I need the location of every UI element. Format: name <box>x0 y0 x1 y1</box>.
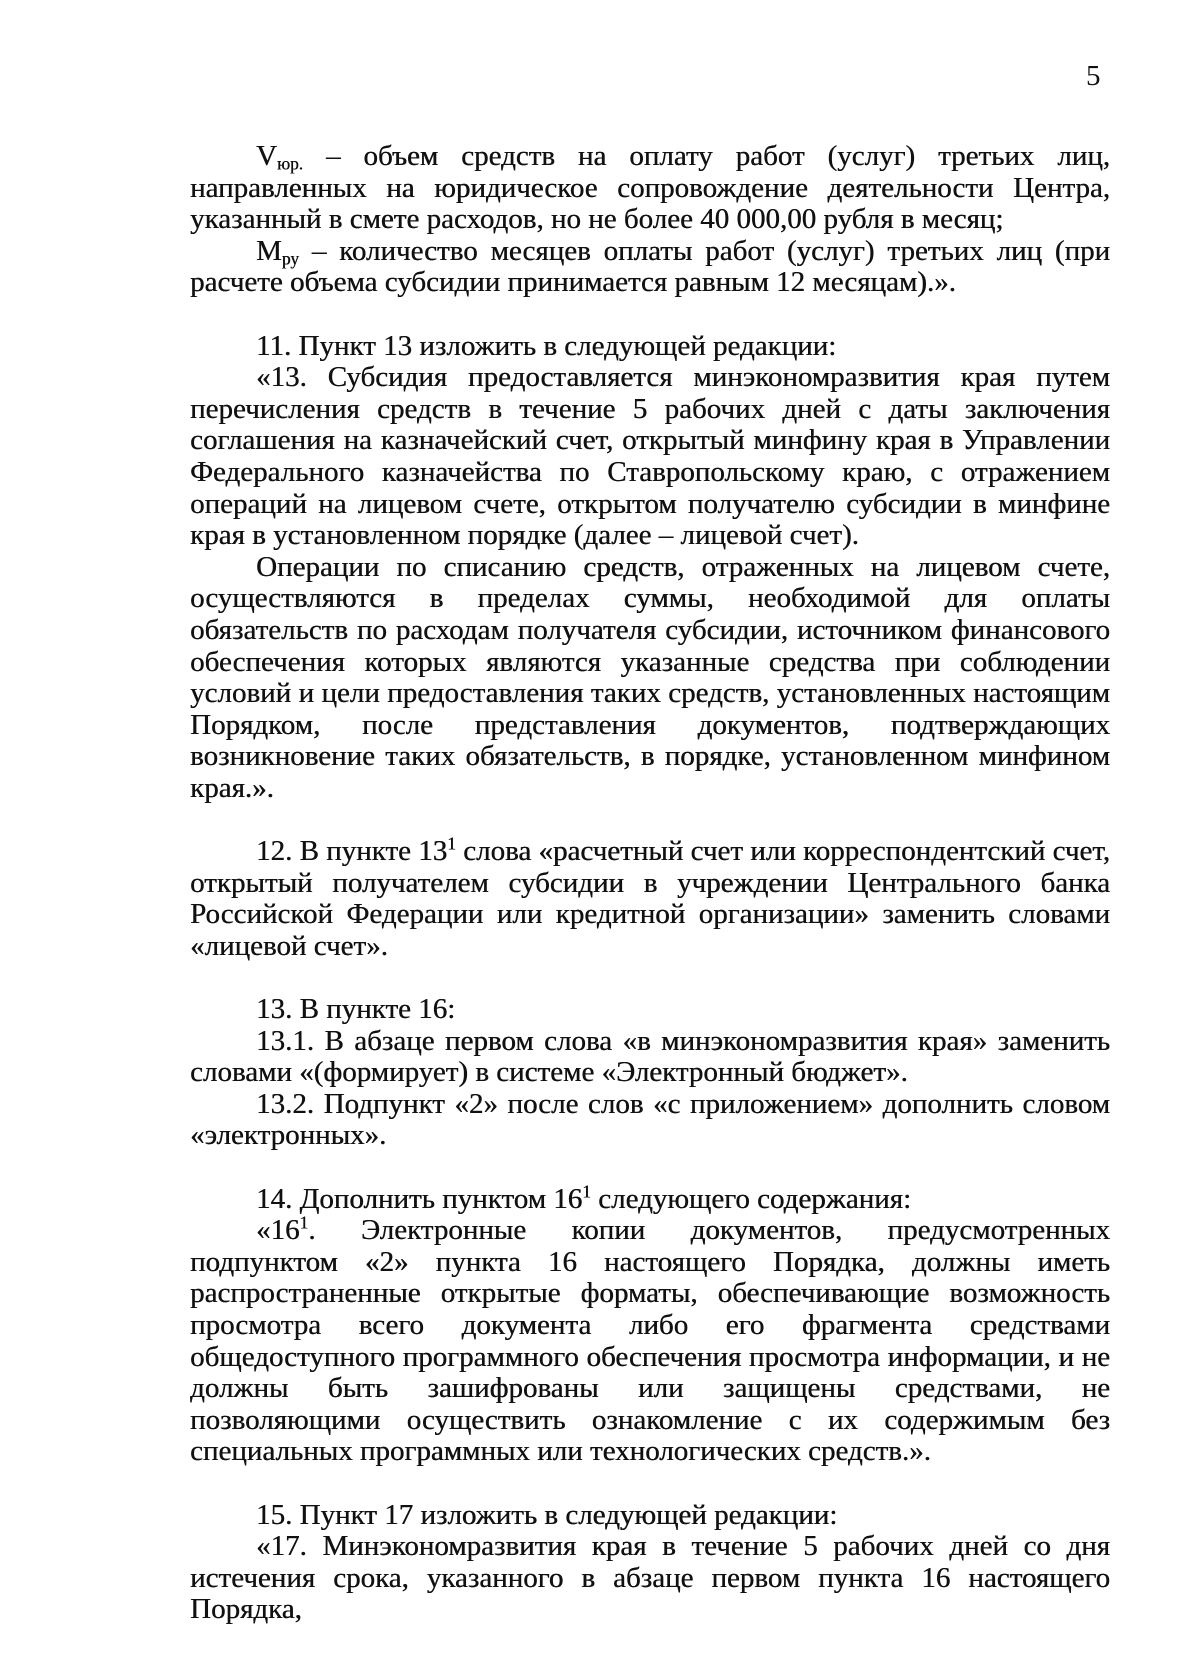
item-12-before: 12. В пункте 13 <box>256 835 448 868</box>
item-13-heading: 13. В пункте 16: <box>256 993 456 1026</box>
item-14-heading <box>190 1181 1110 1216</box>
vyur-text: – объем средств на оплату работ (услуг) третьих лиц, направленных на юридическое сопровождение деятельности Центра, указанный в смете расходов, но не более 40 000,00 рубля в месяц; <box>190 140 1110 236</box>
vyur-symbol: V <box>256 140 277 172</box>
document-body <box>190 141 1110 1626</box>
item-12-superscript: 1 <box>447 833 456 854</box>
item-12-after: слова «расчетный счет или корреспондентский счет, открытый получателем субсидии в учреждении Центрального банка Российской Федерации или кредитной организации» заменить словами «лицевой счет». <box>190 835 1110 962</box>
item-14-text <box>190 1212 1110 1468</box>
item-14-text-after: . Электронные копии документов, предусмотренных подпунктом «2» пункта 16 настоящего Порядка, должны иметь распространенные открытые форматы, обеспечивающие возможность просмотра всего документа либо его фрагмента средствами общедоступного программного обеспечения просмотра информации, и не должны быть зашифрованы или защищены средствами, не позволяющими осуществить ознакомление с их содержимым без специальных программных или технологических средств.». <box>190 1214 1110 1468</box>
item-13-2: 13.2. Подпункт «2» после слов «с приложением» дополнить словом «электронных». <box>190 1087 1110 1152</box>
item-13-1: 13.1. В абзаце первом слова «в минэкономразвития края» заменить словами «(формирует) в системе «Электронный бюджет». <box>190 1024 1110 1089</box>
item-14-before: 14. Дополнить пунктом 16 <box>256 1182 583 1215</box>
vyur-subscript: юр. <box>276 153 303 174</box>
item-14-after: следующего содержания: <box>590 1182 912 1215</box>
item-11-text-2: Операции по списанию средств, отраженных на лицевом счете, осуществляются в пределах суммы, необходимой для оплаты обязательств по расходам получателя субсидии, источником финансового обеспечения которых являются указанные средства при соблюдении условий и цели предоставления таких средств, установленных настоящим Порядком, после представления документов, подтверждающих возникновение таких обязательств, в порядке, установленном минфином края.». <box>190 550 1110 804</box>
item-15-text: «17. Минэкономразвития края в течение 5 рабочих дней со дня истечения срока, указанного в абзаце первом пункта 16 настоящего Порядка, <box>190 1530 1110 1626</box>
mru-symbol: M <box>256 234 282 267</box>
item-14-text-superscript: 1 <box>299 1212 309 1233</box>
page-number: 5 <box>1086 60 1101 92</box>
item-11-heading: 11. Пункт 13 изложить в следующей редакции: <box>256 329 837 362</box>
item-11-text: «13. Субсидия предоставляется минэкономразвития края путем перечисления средств в течение 5 рабочих дней с даты заключения соглашения на казначейский счет, открытый минфину края в Управлении Федерального казначейства по Ставропольскому краю, с отражением операций на лицевом счете, открытом получателю субсидии в минфине края в установленном порядке (далее – лицевой счет). <box>190 361 1110 552</box>
mru-subscript: ру <box>281 248 299 269</box>
definition-vyur <box>190 141 1110 236</box>
item-14-superscript: 1 <box>582 1181 591 1202</box>
item-15-heading: 15. Пункт 17 изложить в следующей редакции: <box>256 1498 838 1531</box>
item-12 <box>190 833 1110 962</box>
definition-mru <box>190 236 1110 299</box>
item-14-text-before: «16 <box>256 1214 300 1247</box>
mru-text: – количество месяцев оплаты работ (услуг) третьих лиц (при расчете объема субсидии принимается равным 12 месяцам).». <box>190 234 1110 299</box>
